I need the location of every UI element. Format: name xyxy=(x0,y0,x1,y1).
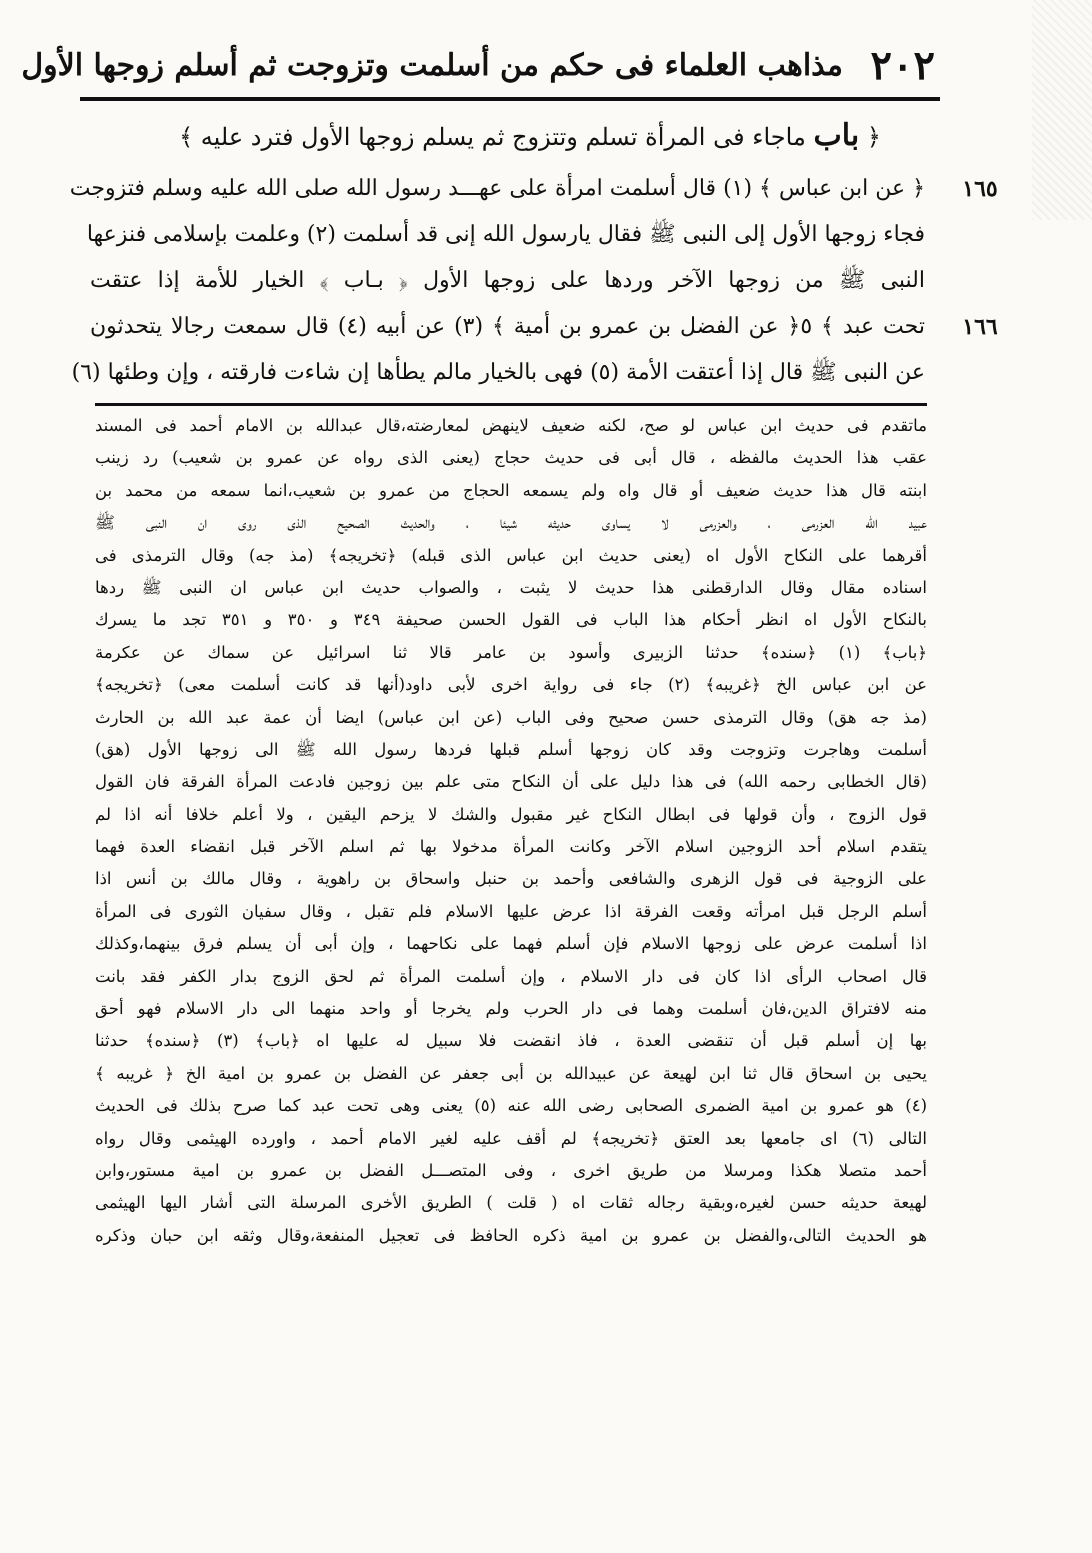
chapter-heading xyxy=(160,118,900,153)
footnote-line: يحيى بن اسحاق قال ثنا ابن لهيعة عن عبيدالله بن أبى جعفر عن الفضل بن عمرو بن امية الخ ﴿ غريبه ﴾ xyxy=(95,1063,927,1083)
hadith-line xyxy=(90,304,1025,350)
chapter-bab-label: باب xyxy=(813,118,860,153)
footnote-line: التالى (٦) اى جامعها بعد العتق ﴿تخريجه﴾ لم أقف عليه لغير الامام أحمد ، واورده الهيثمى وقال رواه xyxy=(95,1128,927,1148)
footnote-line: أحمد متصلا هكذا ومرسلا من طريق اخرى ، وفى المتصـــل الفضل بن عمرو بن امية مستور،وابن xyxy=(95,1160,927,1180)
heading-close-bracket: ﴾ xyxy=(179,123,194,151)
page-number: ٢٠٢ xyxy=(870,42,935,89)
footnote-line: أسلم الرجل قبل امرأته وقعت الفرقة اذا عرض عليها الاسلام فلم تقبل ، وقال سفيان الثورى فى المرأة xyxy=(95,901,927,921)
footnote-line: (قال الخطابى رحمه الله) فى هذا دليل على أن النكاح متى علم بين زوجين فادعت المرأة الفرقة فان القول xyxy=(95,772,927,792)
footnote-line: منه لافتراق الدين،فان أسلمت وهما فى دار الحرب ولم يخرجا أو واحد منهما الى دار الاسلام فهو أحق xyxy=(95,999,927,1019)
hadith-line-text: النبى ﷺ من زوجها الآخر وردها على زوجها الأول ﴿ بـاب ﴾ الخيار للأمة إذا عتقت xyxy=(90,268,925,293)
footnote-divider xyxy=(95,403,927,406)
footnote-line: (مذ جه هق) وقال الترمذى حسن صحيح وفى الباب (عن ابن عباس) ايضا أن عمة عبد الله بن الحارث xyxy=(95,707,927,727)
scan-edge-noise xyxy=(1032,0,1092,220)
footnote-line: (٤) هو عمرو بن امية الضمرى الصحابى رضى الله عنه (٥) يعنى وهى تحت عبد كما صرح بذلك فى الحديث xyxy=(95,1096,927,1116)
footnote-line: أسلمت وهاجرت وتزوجت وقد كان زوجها أسلم قبلها فردها رسول الله ﷺ الى زوجها الأول (هق) xyxy=(95,739,927,759)
hadith-text-block xyxy=(69,166,1025,396)
footnote-line: اذا أسلمت عرض على زوجها الاسلام فإن أسلم فهما على نكاحهما ، وإن أبى أن يسلم فرق بينهما،وكذلك xyxy=(95,934,927,954)
hadith-line-text: فجاء زوجها الأول إلى النبى ﷺ فقال يارسول الله إنى قد أسلمت (٢) وعلمت بإسلامى فنزعها xyxy=(86,222,925,247)
hadith-number: ١٦٦ xyxy=(962,314,998,340)
footnote-line: اسناده مقال وقال الدارقطنى هذا حديث لا يثبت ، والصواب حديث ابن عباس ان النبى ﷺ ردها xyxy=(95,577,927,597)
footnote-line: قال اصحاب الرأى اذا كان فى دار الاسلام ، وإن أسلمت المرأة ثم لحق الزوج بدار الكفر فقد بانت xyxy=(95,966,927,986)
footnote-line: ﴿باب﴾ (١) ﴿سنده﴾ حدثنا الزبيرى وأسود بن عامر قالا ثنا اسرائيل عن سماك عن عكرمة xyxy=(95,642,928,662)
footnote-line: قول الزوج ، وأن قولها فى ابطال النكاح غير مقبول والشك لا يزحم اليقين ، ولا أعلم خلافا أنه اذا لم xyxy=(95,804,927,824)
page-header xyxy=(21,40,935,100)
footnote-line: يتقدم اسلام أحد الزوجين اسلام الآخر وكانت المرأة مدخولا بها ثم اسلم الآخر قبل انقضاء العدة فهما xyxy=(95,837,927,857)
hadith-line-text: ﴿ عن ابن عباس ﴾ (١) قال أسلمت امرأة على عهـــد رسول الله صلى الله عليه وسلم فتزوجت xyxy=(69,176,925,201)
hadith-line xyxy=(86,212,1025,258)
hadith-line-text: عن النبى ﷺ قال إذا أعتقت الأمة (٥) فهى بالخيار مالم يطأها إن شاءت فارقته ، وإن وطئها (٦) xyxy=(71,360,925,385)
footnote-line: لهيعة حديثه حسن لغيره،وبقية رجاله ثقات اه ( قلت ) الطريق الأخرى المرسلة التى أشار اليها الهيثمى xyxy=(95,1193,927,1213)
footnote-line: بالنكاح الأول اه انظر أحكام هذا الباب فى القول الحسن صحيفة ٣٤٩ و ٣٥٠ و ٣٥١ تجد ما يسرك xyxy=(95,610,927,630)
footnote-line: عن ابن عباس الخ ﴿غريبه﴾ (٢) جاء فى رواية اخرى لأبى داود(أنها قد كانت أسلمت معى) ﴿تخريجه﴾ xyxy=(95,675,927,695)
hadith-line xyxy=(69,166,1025,212)
header-rule xyxy=(80,97,940,101)
hadith-line xyxy=(90,258,1025,304)
chapter-heading-text: ماجاء فى المرأة تسلم وتتزوج ثم يسلم زوجها الأول فترد عليه xyxy=(200,123,806,151)
footnote-line: عقب هذا الحديث مالفظه ، قال أبى فى حديث حجاج (يعنى الذى رواه عن عمرو بن شعيب) رد زينب xyxy=(95,448,927,468)
heading-open-bracket: ﴿ xyxy=(866,123,881,151)
footnote-line: ماتقدم فى حديث ابن عباس لو صح، لكنه ضعيف لاينهض لمعارضته،قال عبدالله بن الامام أحمد فى المسند xyxy=(95,416,927,435)
footnote-line: ابنته قال هذا حديث ضعيف أو قال واه ولم يسمعه الحجاج من عمرو بن شعيب،انما سمعه من محمد بن xyxy=(95,480,927,500)
hadith-number: ١٦٥ xyxy=(962,176,998,202)
running-title: مذاهب العلماء فى حكم من أسلمت وتزوجت ثم أسلم زوجها الأول xyxy=(21,48,843,83)
hadith-line xyxy=(71,350,1025,396)
hadith-line-text: تحت عبد ﴾ ٥﴿ عن الفضل بن عمرو بن أمية ﴾ (٣) عن أبيه (٤) قال سمعت رجالا يتحدثون xyxy=(90,314,925,339)
footnote-line: على الزوجية فى قول الزهرى والشافعى وأحمد بن حنبل واسحاق بن راهوية ، وقال مالك بن أنس اذا xyxy=(95,869,927,889)
footnotes-block xyxy=(95,410,927,1252)
footnote-line: بها إن أسلم قبل أن تنقضى العدة ، فاذ انقضت فلا سبيل له عليها اه ﴿باب﴾ (٣) ﴿سنده﴾ حدثنا xyxy=(95,1031,927,1051)
footnote-line: عبيد الله العزرمى ، والعزرمى لا يساوى حديثه شيئا ، والحديث الصحيح الذى روى ان النبى ﷺ xyxy=(95,513,927,533)
footnote-line: أقرهما على النكاح الأول اه (يعنى حديث ابن عباس الذى قبله) ﴿تخريجه﴾ (مذ جه) وقال الترمذى فى xyxy=(95,545,927,565)
footnote-line: هو الحديث التالى،والفضل بن عمرو بن امية ذكره الحافظ فى تعجيل المنفعة،وقال وثقه ابن حبان وذكره xyxy=(95,1225,927,1245)
